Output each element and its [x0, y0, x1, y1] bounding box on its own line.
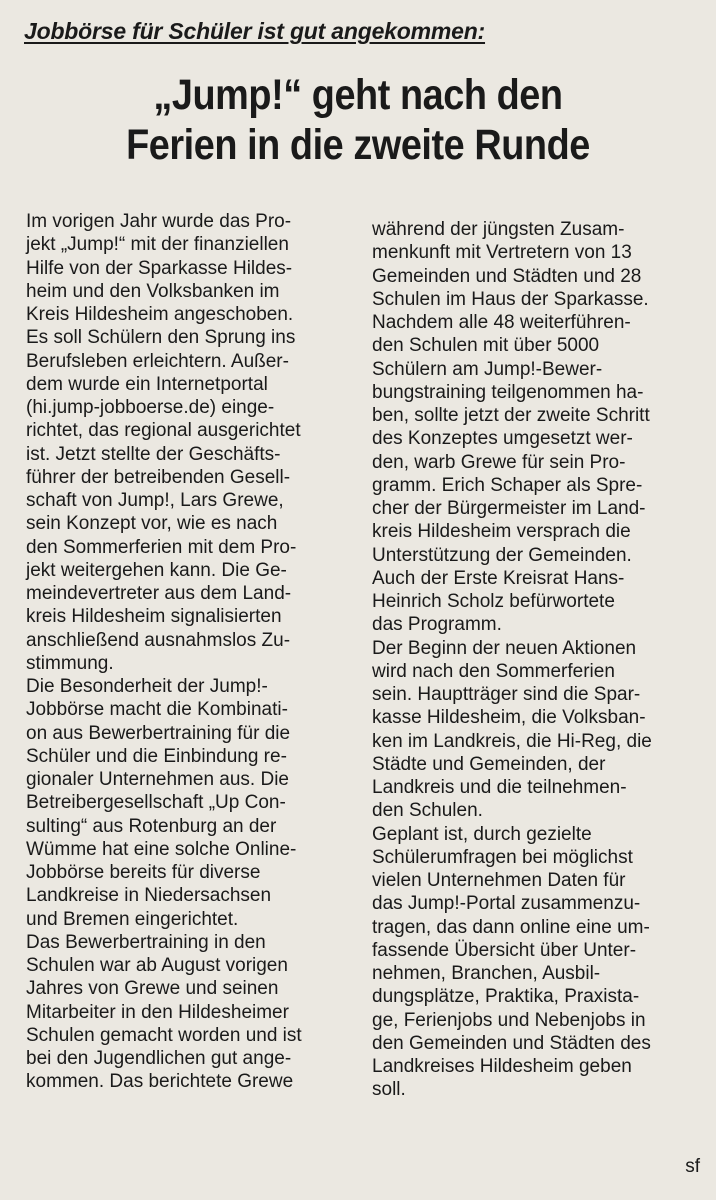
paragraph: Das Bewerbertraining in den Schulen war ab August vorigen Jahres von Grewe und seinen Mitarbeiter in den Hildesheimer Schulen gemacht worden und ist bei den Jugendlichen gut ange- kommen. Das berichtete Grewe [26, 931, 302, 1093]
paragraph: Die Besonderheit der Jump!- Jobbörse macht die Kombinati- on aus Bewerbertraining für die Schüler und die Einbindung re- gionaler Unternehmen aus. Die Betreibergesellschaft „Up Con- sulting“ aus Rotenburg an der Wümme hat eine solche Online- Jobbörse bereits für diverse Landkreise in Niedersachsen und Bremen eingerichtet. [26, 676, 297, 930]
article-headline [43, 70, 673, 170]
headline-line-2: Ferien in die zweite Runde [126, 121, 590, 169]
paragraph: während der jüngsten Zusam- menkunft mit Vertretern von 13 Gemeinden und Städten und 28 Schulen im Haus der Sparkasse. [372, 219, 649, 310]
paragraph: Der Beginn der neuen Aktionen wird nach den Sommerferien sein. Hauptträger sind die Spar- kasse Hildesheim, die Volksban- ken im Landkreis, die Hi-Reg, die Städte und Gemeinden, der Landkreis und die teilnehmen- den Schulen. [372, 637, 652, 822]
paragraph: Im vorigen Jahr wurde das Pro- jekt „Jump!“ mit der finanziellen Hilfe von der Sparkasse Hildes- heim und den Volksbanken im Kreis Hildesheim angeschoben. Es soll Schülern den Sprung ins Berufsleben erleichtern. Außer- dem wurde ein Internetportal (hi.jump-jobboerse.de) einge- richtet, das regional ausgerichtet ist. Jetzt stellte der Geschäfts- führer der betreibenden Gesell- schaft von Jump!, Lars Grewe, sein Konzept vor, wie es nach den Sommerferien mit dem Pro- jekt weitergehen kann. Die Ge- meindevertreter aus dem Land- kreis Hildesheim signalisierten anschließend ausnahmslos Zu- stimmung. [26, 211, 301, 674]
paragraph: Nachdem alle 48 weiterführen- den Schulen mit über 5000 Schülern am Jump!-Bewer- bungstraining teilgenommen ha- ben, sollte jetzt der zweite Schritt des Konzeptes umgesetzt wer- den, warb Grewe für sein Pro- gramm. Erich Schaper als Spre- cher der Bürgermeister im Land- kreis Hildesheim versprach die Unterstützung der Gemeinden. Auch der Erste Kreisrat Hans- Heinrich Scholz befürwortete das Programm. [372, 312, 650, 636]
author-signature: sf [685, 1156, 700, 1177]
article-column-left [26, 210, 352, 1094]
headline-line-1: „Jump!“ geht nach den [153, 71, 563, 119]
paragraph: Geplant ist, durch gezielte Schülerumfragen bei möglichst vielen Unternehmen Daten für das Jump!-Portal zusammenzu- tragen, das dann online eine um- fassende Übersicht über Unter- nehmen, Branchen, Ausbil- dungsplätze, Praktika, Praxista- ge, Ferienjobs und Nebenjobs in den Gemeinden und Städten des Landkreises Hildesheim geben soll. [372, 823, 651, 1101]
article-column-right [372, 218, 700, 1102]
article-kicker: Jobbörse für Schüler ist gut angekommen: [24, 18, 486, 44]
